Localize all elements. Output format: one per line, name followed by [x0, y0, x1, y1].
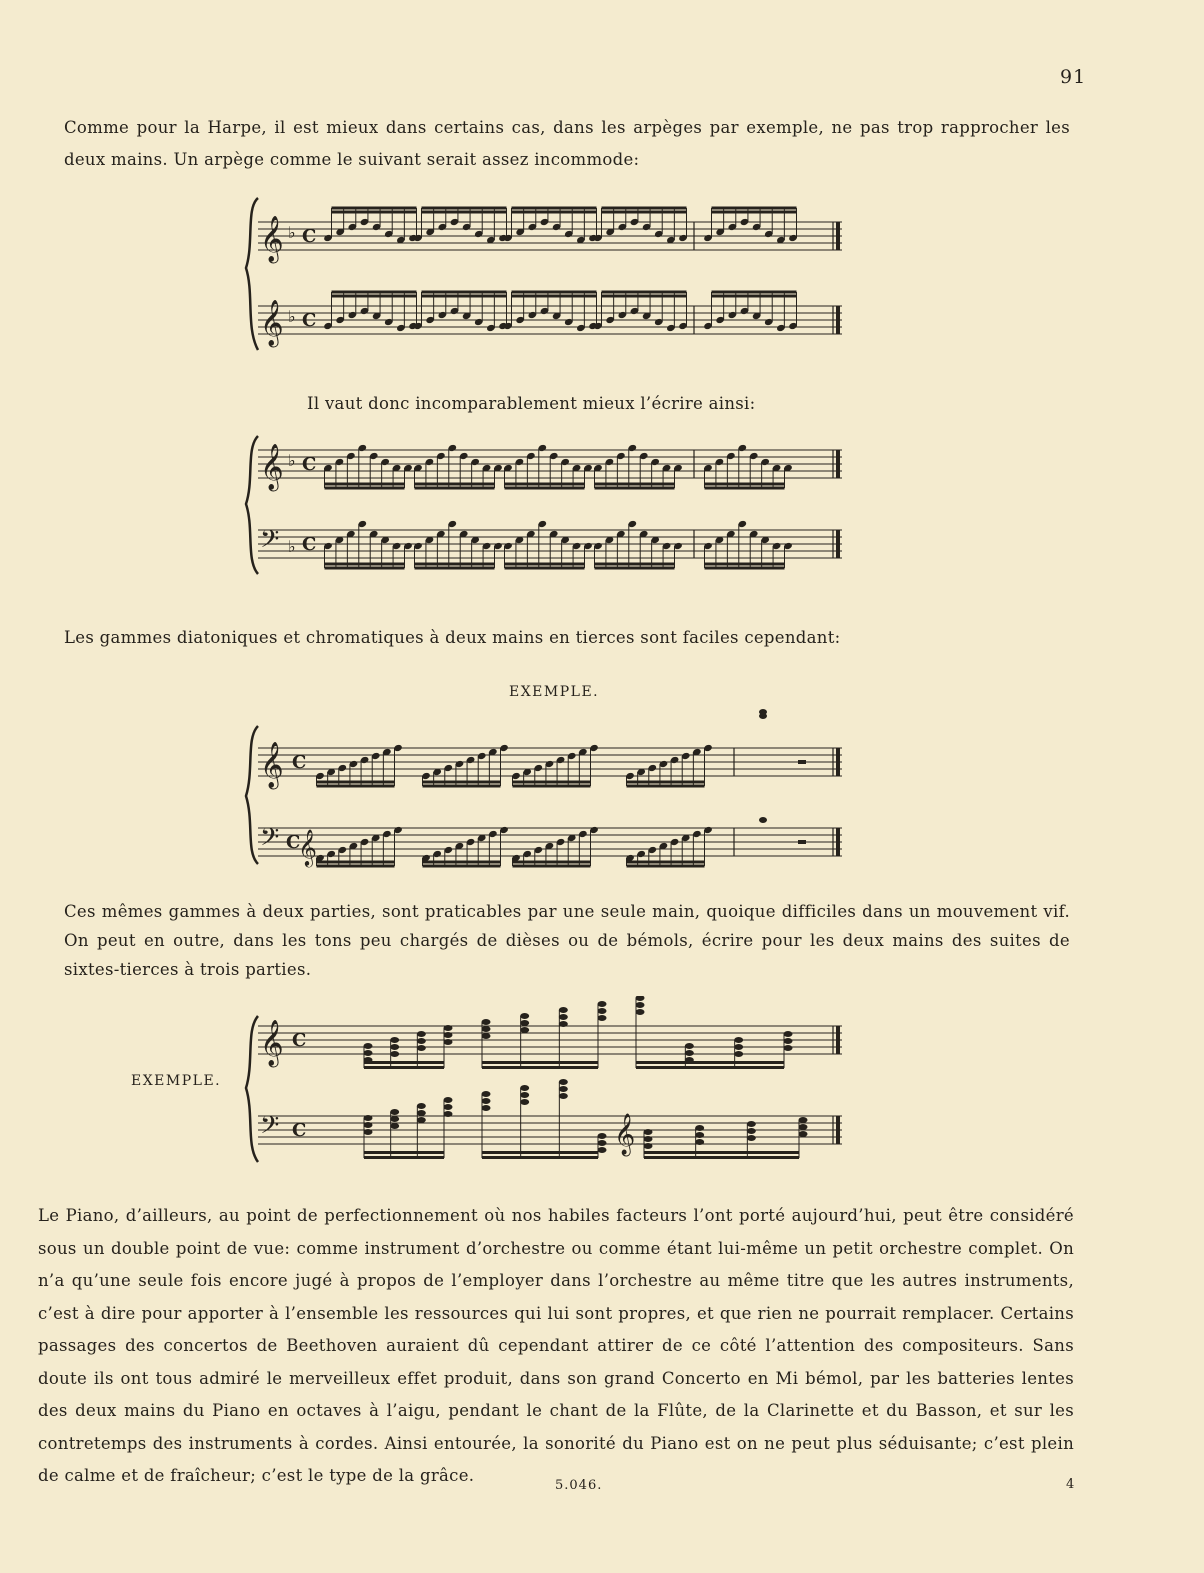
- bass-clef-icon: 𝄢: [260, 823, 280, 858]
- brace-icon: [246, 198, 258, 350]
- flat-icon: ♭: [288, 537, 296, 556]
- score-system-4: [244, 996, 854, 1166]
- music-system-sixths-thirds: [244, 996, 854, 1166]
- flat-icon: ♭: [288, 307, 296, 326]
- bass-clef-icon: 𝄢: [260, 1111, 280, 1146]
- treble-clef-icon: 𝄞: [298, 828, 317, 866]
- score-system-1: [244, 188, 854, 360]
- brace-icon: [246, 726, 258, 864]
- time-signature: C: [302, 310, 317, 331]
- time-signature: C: [286, 832, 301, 853]
- bass-clef-icon: 𝄢: [260, 525, 280, 560]
- paragraph-piano-orchestra: Le Piano, d’ailleurs, au point de perfectionnement où nos habiles facteurs l’ont porté aujourd’hui, peut être considéré sous un double point de vue: comme instrument d’orchestre ou comme étant lui-même un petit orchestre complet. On n’a qu’une seule fois encore jugé à propos de l’employer dans l’orchestre au même titre que les autres instruments, c’est à dire pour apporter à l’ensemble les ressources qui lui sont propres, et que rien ne pourrait remplacer. Certains passages des concertos de Beethoven auraient dû cependant attirer de ce côté l’attention des compositeurs. Sans doute ils ont tous admiré le merveilleux effet produit, dans son grand Concerto en Mi bémol, par les batteries lentes des deux mains du Piano en octaves à l’aigu, pendant le chant de la Flûte, de la Clarinette et du Basson, et sur les contretemps des instruments à cordes. Ainsi entourée, la sonorité du Piano est on ne peut plus séduisante; c’est plein de calme et de fraîcheur; c’est le type de la grâce.: [38, 1206, 1074, 1485]
- music-system-scales-thirds: [244, 708, 854, 868]
- time-signature: C: [292, 752, 307, 773]
- staff-lower: [258, 1079, 842, 1159]
- page-number: 91: [1060, 66, 1087, 88]
- paragraph-better-writing: Il vaut donc incomparablement mieux l’écrire ainsi:: [307, 394, 756, 413]
- signature-mark: 4: [1066, 1477, 1075, 1492]
- paragraph-two-parts: Ces mêmes gammes à deux parties, sont praticables par une seule main, quoique difficiles dans un mouvement vif. On peut en outre, dans les tons peu chargés de dièses ou de bémols, écrire pour les deux mains des suites de sixtes-tierces à trois parties.: [64, 902, 1070, 979]
- music-system-better-arpeggio: [244, 430, 854, 580]
- staff-lower: [258, 520, 842, 570]
- treble-clef-icon: 𝄞: [614, 1114, 636, 1155]
- staff-upper: [258, 709, 842, 790]
- time-signature: C: [302, 226, 317, 247]
- treble-clef-icon: 𝄞: [260, 216, 284, 262]
- time-signature: C: [302, 534, 317, 555]
- lower-chords: [364, 1079, 808, 1159]
- example-label: EXEMPLE.: [509, 684, 600, 700]
- example-label: EXEMPLE.: [131, 1073, 222, 1089]
- treble-clef-icon: 𝄞: [260, 1020, 284, 1066]
- lower-notes: [323, 520, 793, 570]
- time-signature: C: [292, 1120, 307, 1141]
- time-signature: C: [292, 1030, 307, 1051]
- treble-clef-icon: 𝄞: [260, 300, 284, 346]
- upper-notes: [323, 444, 793, 490]
- treble-clef-icon: 𝄞: [260, 742, 284, 788]
- flat-icon: ♭: [288, 223, 296, 242]
- staff-lower: [258, 291, 842, 349]
- paragraph-scales-in-thirds: Les gammes diatoniques et chromatiques à deux mains en tierces sont faciles cependant:: [64, 628, 841, 647]
- music-system-awkward-arpeggio: [244, 188, 854, 360]
- staff-upper: [258, 996, 842, 1069]
- lower-notes: [323, 291, 798, 333]
- brace-icon: [246, 436, 258, 574]
- plate-number: 5.046.: [555, 1478, 603, 1493]
- time-signature: C: [302, 454, 317, 475]
- flat-icon: ♭: [288, 451, 296, 470]
- staff-upper: [258, 207, 842, 265]
- brace-icon: [246, 1016, 258, 1162]
- staff-upper: [258, 444, 842, 492]
- score-system-3: [244, 708, 854, 868]
- staff-lower: [258, 817, 842, 868]
- upper-notes: [315, 744, 713, 788]
- score-system-2: [244, 430, 854, 580]
- lower-notes: [315, 826, 713, 868]
- upper-notes: [323, 207, 798, 245]
- paragraph-harp-comparison: Comme pour la Harpe, il est mieux dans certains cas, dans les arpèges par exemple, ne pas trop rapprocher les deux mains. Un arpège comme le suivant serait assez incommode:: [64, 118, 1070, 169]
- treble-clef-icon: 𝄞: [260, 444, 284, 490]
